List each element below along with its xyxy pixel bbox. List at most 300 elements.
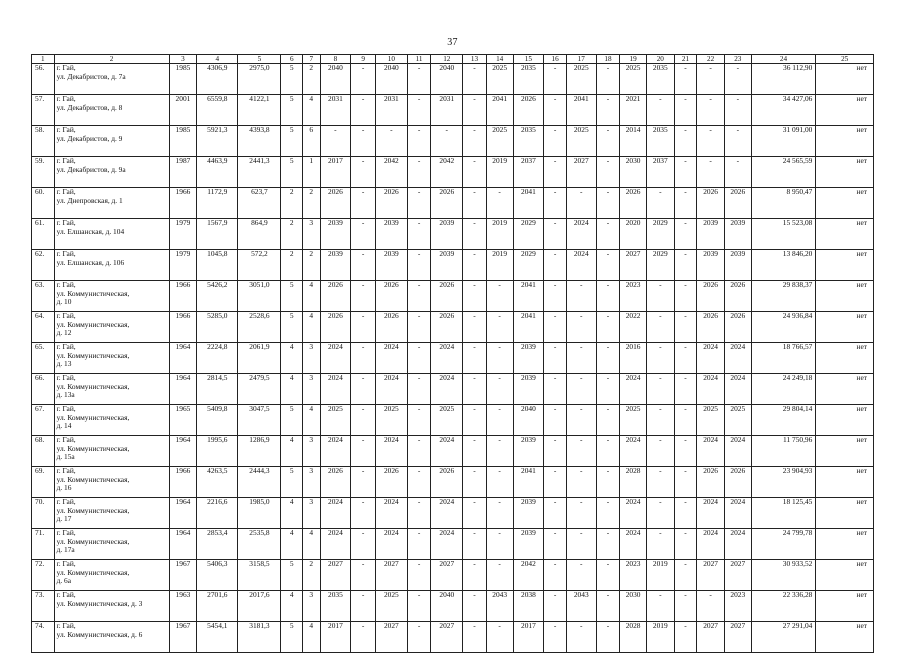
column-header-3: 3 — [169, 55, 197, 64]
table-cell-col-8: - — [320, 126, 351, 157]
table-cell-col-15: 2026 — [513, 95, 544, 126]
table-cell-col-5: 2017,6 — [238, 591, 281, 622]
table-cell-col-21: - — [674, 64, 697, 95]
table-cell-col-9: - — [351, 157, 376, 188]
table-row — [32, 622, 874, 653]
table-cell-col-4: 4463,9 — [197, 157, 238, 188]
table-cell-col-18: - — [596, 436, 620, 467]
table-cell-col-15: 2040 — [513, 405, 544, 436]
column-header-6: 6 — [281, 55, 303, 64]
table-cell-col-12: 2040 — [431, 64, 463, 95]
table-cell-col-9: - — [351, 250, 376, 281]
table-cell-col-11: - — [407, 498, 431, 529]
table-cell-col-5: 572,2 — [238, 250, 281, 281]
status-cell: нет — [816, 436, 874, 467]
table-cell-col-22: - — [697, 64, 725, 95]
table-cell-col-9: - — [351, 64, 376, 95]
table-cell-col-10: 2039 — [375, 250, 407, 281]
table-cell-col-13: - — [463, 281, 487, 312]
table-cell-col-22: 2026 — [697, 281, 725, 312]
table-cell-col-23: 2039 — [724, 250, 751, 281]
table-cell-col-20: - — [646, 591, 674, 622]
table-row — [32, 436, 874, 467]
table-cell-col-18: - — [596, 374, 620, 405]
table-cell-col-22: 2026 — [697, 312, 725, 343]
column-header-4: 4 — [197, 55, 238, 64]
table-cell-col-6: 4 — [281, 591, 303, 622]
table-cell-col-21: - — [674, 157, 697, 188]
table-cell-col-5: 864,9 — [238, 219, 281, 250]
amount-cell: 29 838,37 — [751, 281, 816, 312]
table-row — [32, 281, 874, 312]
row-number: 60. — [32, 188, 55, 219]
table-cell-col-16: - — [544, 312, 567, 343]
status-cell: нет — [816, 64, 874, 95]
table-row — [32, 343, 874, 374]
column-header-10: 10 — [375, 55, 407, 64]
status-cell: нет — [816, 591, 874, 622]
table-cell-col-21: - — [674, 312, 697, 343]
table-cell-col-17: 2027 — [566, 157, 596, 188]
address-cell: г. Гай, ул. Елшанская, д. 106 — [54, 250, 169, 281]
table-cell-col-17: - — [566, 312, 596, 343]
table-cell-col-15: 2029 — [513, 219, 544, 250]
table-cell-col-22: 2024 — [697, 529, 725, 560]
table-cell-col-16: - — [544, 157, 567, 188]
status-cell: нет — [816, 157, 874, 188]
table-cell-col-11: - — [407, 343, 431, 374]
table-cell-col-15: 2039 — [513, 436, 544, 467]
table-cell-col-10: 2039 — [375, 219, 407, 250]
table-cell-col-18: - — [596, 281, 620, 312]
table-cell-col-15: 2039 — [513, 529, 544, 560]
table-cell-col-22: - — [697, 126, 725, 157]
table-cell-col-12: 2024 — [431, 343, 463, 374]
table-cell-col-13: - — [463, 467, 487, 498]
table-cell-col-13: - — [463, 498, 487, 529]
table-cell-col-10: 2026 — [375, 188, 407, 219]
table-cell-col-12: 2025 — [431, 405, 463, 436]
table-cell-col-20: - — [646, 529, 674, 560]
table-cell-col-7: 4 — [303, 405, 320, 436]
table-cell-col-4: 5285,0 — [197, 312, 238, 343]
amount-cell: 13 846,20 — [751, 250, 816, 281]
table-cell-col-7: 2 — [303, 560, 320, 591]
table-cell-col-6: 5 — [281, 405, 303, 436]
table-cell-col-4: 2216,6 — [197, 498, 238, 529]
row-number: 65. — [32, 343, 55, 374]
table-row — [32, 591, 874, 622]
table-cell-col-17: 2024 — [566, 219, 596, 250]
table-cell-col-14: - — [486, 188, 513, 219]
table-cell-col-17: - — [566, 529, 596, 560]
table-cell-col-14: 2019 — [486, 250, 513, 281]
table-cell-col-20: 2019 — [646, 560, 674, 591]
table-cell-col-6: 5 — [281, 560, 303, 591]
table-cell-col-21: - — [674, 343, 697, 374]
table-cell-col-23: 2024 — [724, 498, 751, 529]
table-cell-col-8: 2024 — [320, 343, 351, 374]
table-cell-col-23: 2024 — [724, 436, 751, 467]
table-cell-col-22: - — [697, 591, 725, 622]
table-cell-col-18: - — [596, 250, 620, 281]
table-cell-col-11: - — [407, 95, 431, 126]
table-cell-col-21: - — [674, 188, 697, 219]
table-cell-col-21: - — [674, 405, 697, 436]
table-cell-col-19: 2021 — [620, 95, 647, 126]
column-header-7: 7 — [303, 55, 320, 64]
table-cell-col-6: 5 — [281, 157, 303, 188]
table-cell-col-3: 1966 — [169, 467, 197, 498]
amount-cell: 36 112,90 — [751, 64, 816, 95]
table-cell-col-19: 2026 — [620, 188, 647, 219]
table-cell-col-20: - — [646, 405, 674, 436]
table-cell-col-6: 5 — [281, 64, 303, 95]
table-cell-col-11: - — [407, 622, 431, 653]
amount-cell: 8 950,47 — [751, 188, 816, 219]
amount-cell: 11 750,96 — [751, 436, 816, 467]
table-cell-col-17: - — [566, 281, 596, 312]
table-cell-col-21: - — [674, 467, 697, 498]
table-cell-col-14: 2025 — [486, 64, 513, 95]
table-cell-col-3: 1987 — [169, 157, 197, 188]
table-cell-col-8: 2039 — [320, 250, 351, 281]
table-cell-col-6: 5 — [281, 467, 303, 498]
status-cell: нет — [816, 188, 874, 219]
table-cell-col-13: - — [463, 219, 487, 250]
table-cell-col-16: - — [544, 126, 567, 157]
housing-register-table — [31, 54, 874, 653]
column-header-25: 25 — [816, 55, 874, 64]
column-header-13: 13 — [463, 55, 487, 64]
table-cell-col-19: 2024 — [620, 374, 647, 405]
table-cell-col-7: 4 — [303, 622, 320, 653]
table-cell-col-7: 6 — [303, 126, 320, 157]
table-cell-col-6: 4 — [281, 529, 303, 560]
table-cell-col-11: - — [407, 591, 431, 622]
table-cell-col-21: - — [674, 219, 697, 250]
table-cell-col-4: 5426,2 — [197, 281, 238, 312]
table-cell-col-22: 2027 — [697, 560, 725, 591]
table-cell-col-18: - — [596, 95, 620, 126]
table-cell-col-5: 623,7 — [238, 188, 281, 219]
table-cell-col-18: - — [596, 343, 620, 374]
table-cell-col-6: 2 — [281, 250, 303, 281]
table-cell-col-19: 2014 — [620, 126, 647, 157]
table-cell-col-16: - — [544, 467, 567, 498]
address-cell: г. Гай, ул. Коммунистическая, д. 17 — [54, 498, 169, 529]
table-cell-col-7: 4 — [303, 281, 320, 312]
table-cell-col-17: 2024 — [566, 250, 596, 281]
table-cell-col-16: - — [544, 436, 567, 467]
table-cell-col-7: 3 — [303, 436, 320, 467]
column-header-15: 15 — [513, 55, 544, 64]
table-cell-col-22: 2024 — [697, 374, 725, 405]
address-cell: г. Гай, ул. Коммунистическая, д. 6а — [54, 560, 169, 591]
table-cell-col-13: - — [463, 529, 487, 560]
table-cell-col-11: - — [407, 64, 431, 95]
table-cell-col-8: 2026 — [320, 312, 351, 343]
table-cell-col-10: 2024 — [375, 343, 407, 374]
table-cell-col-5: 3181,3 — [238, 622, 281, 653]
column-header-8: 8 — [320, 55, 351, 64]
table-cell-col-10: 2031 — [375, 95, 407, 126]
table-cell-col-23: - — [724, 64, 751, 95]
table-cell-col-20: - — [646, 436, 674, 467]
table-cell-col-3: 1964 — [169, 498, 197, 529]
address-cell: г. Гай, ул. Коммунистическая, д. 12 — [54, 312, 169, 343]
column-header-14: 14 — [486, 55, 513, 64]
table-cell-col-20: - — [646, 343, 674, 374]
table-cell-col-4: 5406,3 — [197, 560, 238, 591]
table-cell-col-19: 2024 — [620, 529, 647, 560]
table-cell-col-11: - — [407, 529, 431, 560]
table-cell-col-23: 2025 — [724, 405, 751, 436]
table-cell-col-12: 2042 — [431, 157, 463, 188]
table-cell-col-4: 2814,5 — [197, 374, 238, 405]
table-cell-col-4: 5409,8 — [197, 405, 238, 436]
amount-cell: 18 766,57 — [751, 343, 816, 374]
table-cell-col-19: 2025 — [620, 405, 647, 436]
table-cell-col-5: 2479,5 — [238, 374, 281, 405]
table-cell-col-15: 2041 — [513, 188, 544, 219]
table-cell-col-13: - — [463, 157, 487, 188]
table-cell-col-8: 2031 — [320, 95, 351, 126]
table-cell-col-9: - — [351, 374, 376, 405]
row-number: 59. — [32, 157, 55, 188]
table-cell-col-8: 2017 — [320, 622, 351, 653]
row-number: 68. — [32, 436, 55, 467]
table-cell-col-22: - — [697, 95, 725, 126]
table-cell-col-17: - — [566, 436, 596, 467]
table-cell-col-8: 2026 — [320, 281, 351, 312]
column-header-9: 9 — [351, 55, 376, 64]
table-row — [32, 219, 874, 250]
table-cell-col-8: 2026 — [320, 467, 351, 498]
table-cell-col-9: - — [351, 312, 376, 343]
address-cell: г. Гай, ул. Коммунистическая, д. 17а — [54, 529, 169, 560]
table-row — [32, 312, 874, 343]
table-cell-col-7: 2 — [303, 250, 320, 281]
table-cell-col-12: 2026 — [431, 312, 463, 343]
row-number: 57. — [32, 95, 55, 126]
table-cell-col-12: 2031 — [431, 95, 463, 126]
table-cell-col-19: 2022 — [620, 312, 647, 343]
table-cell-col-14: - — [486, 405, 513, 436]
table-cell-col-8: 2024 — [320, 498, 351, 529]
table-cell-col-9: - — [351, 560, 376, 591]
table-cell-col-17: - — [566, 188, 596, 219]
table-cell-col-16: - — [544, 219, 567, 250]
amount-cell: 30 933,52 — [751, 560, 816, 591]
table-cell-col-19: 2030 — [620, 591, 647, 622]
table-cell-col-16: - — [544, 529, 567, 560]
table-cell-col-16: - — [544, 622, 567, 653]
table-cell-col-19: 2028 — [620, 467, 647, 498]
table-cell-col-20: 2029 — [646, 219, 674, 250]
table-cell-col-21: - — [674, 591, 697, 622]
table-cell-col-9: - — [351, 188, 376, 219]
table-cell-col-18: - — [596, 312, 620, 343]
table-cell-col-7: 2 — [303, 188, 320, 219]
table-cell-col-19: 2030 — [620, 157, 647, 188]
table-cell-col-3: 1979 — [169, 219, 197, 250]
address-cell: г. Гай, ул. Коммунистическая, д. 16 — [54, 467, 169, 498]
table-cell-col-19: 2028 — [620, 622, 647, 653]
table-cell-col-11: - — [407, 250, 431, 281]
table-cell-col-10: 2025 — [375, 405, 407, 436]
table-cell-col-23: 2027 — [724, 622, 751, 653]
table-cell-col-12: 2024 — [431, 436, 463, 467]
table-cell-col-6: 4 — [281, 436, 303, 467]
table-cell-col-9: - — [351, 343, 376, 374]
table-cell-col-20: - — [646, 374, 674, 405]
table-cell-col-18: - — [596, 219, 620, 250]
column-header-5: 5 — [238, 55, 281, 64]
table-cell-col-4: 6559,8 — [197, 95, 238, 126]
table-cell-col-11: - — [407, 219, 431, 250]
table-cell-col-21: - — [674, 374, 697, 405]
table-cell-col-19: 2016 — [620, 343, 647, 374]
table-cell-col-5: 2061,9 — [238, 343, 281, 374]
column-header-2: 2 — [54, 55, 169, 64]
table-cell-col-3: 1964 — [169, 436, 197, 467]
table-cell-col-9: - — [351, 281, 376, 312]
table-cell-col-18: - — [596, 188, 620, 219]
table-cell-col-16: - — [544, 64, 567, 95]
table-cell-col-20: 2035 — [646, 64, 674, 95]
table-cell-col-11: - — [407, 281, 431, 312]
address-cell: г. Гай, ул. Декабристов, д. 8 — [54, 95, 169, 126]
status-cell: нет — [816, 529, 874, 560]
table-cell-col-10: 2026 — [375, 281, 407, 312]
amount-cell: 31 091,00 — [751, 126, 816, 157]
table-cell-col-15: 2038 — [513, 591, 544, 622]
table-cell-col-22: 2026 — [697, 467, 725, 498]
table-cell-col-5: 2528,6 — [238, 312, 281, 343]
table-cell-col-4: 1995,6 — [197, 436, 238, 467]
table-cell-col-22: 2039 — [697, 250, 725, 281]
table-cell-col-16: - — [544, 95, 567, 126]
table-cell-col-17: - — [566, 374, 596, 405]
table-cell-col-13: - — [463, 312, 487, 343]
column-header-22: 22 — [697, 55, 725, 64]
table-cell-col-4: 4306,9 — [197, 64, 238, 95]
status-cell: нет — [816, 281, 874, 312]
table-cell-col-3: 2001 — [169, 95, 197, 126]
table-cell-col-23: - — [724, 126, 751, 157]
amount-cell: 24 565,59 — [751, 157, 816, 188]
table-cell-col-23: 2026 — [724, 281, 751, 312]
row-number: 72. — [32, 560, 55, 591]
table-cell-col-4: 1172,9 — [197, 188, 238, 219]
status-cell: нет — [816, 374, 874, 405]
table-cell-col-14: - — [486, 281, 513, 312]
table-cell-col-22: 2027 — [697, 622, 725, 653]
table-row — [32, 529, 874, 560]
table-cell-col-7: 3 — [303, 219, 320, 250]
table-cell-col-9: - — [351, 529, 376, 560]
table-cell-col-23: 2026 — [724, 312, 751, 343]
table-cell-col-17: - — [566, 467, 596, 498]
table-cell-col-21: - — [674, 126, 697, 157]
table-cell-col-12: 2024 — [431, 498, 463, 529]
table-cell-col-6: 5 — [281, 95, 303, 126]
table-cell-col-5: 2444,3 — [238, 467, 281, 498]
table-cell-col-10: 2042 — [375, 157, 407, 188]
table-cell-col-5: 3158,5 — [238, 560, 281, 591]
table-cell-col-13: - — [463, 591, 487, 622]
table-cell-col-11: - — [407, 467, 431, 498]
table-row — [32, 498, 874, 529]
table-cell-col-23: 2027 — [724, 560, 751, 591]
table-cell-col-12: 2026 — [431, 281, 463, 312]
table-cell-col-13: - — [463, 126, 487, 157]
row-number: 70. — [32, 498, 55, 529]
table-cell-col-3: 1985 — [169, 64, 197, 95]
table-cell-col-21: - — [674, 560, 697, 591]
column-header-17: 17 — [566, 55, 596, 64]
table-cell-col-14: - — [486, 498, 513, 529]
table-cell-col-3: 1967 — [169, 560, 197, 591]
table-cell-col-6: 5 — [281, 622, 303, 653]
status-cell: нет — [816, 560, 874, 591]
table-cell-col-12: 2040 — [431, 591, 463, 622]
table-cell-col-9: - — [351, 467, 376, 498]
table-cell-col-12: 2024 — [431, 374, 463, 405]
table-cell-col-18: - — [596, 591, 620, 622]
table-cell-col-21: - — [674, 436, 697, 467]
table-cell-col-7: 2 — [303, 64, 320, 95]
table-cell-col-16: - — [544, 560, 567, 591]
amount-cell: 18 125,45 — [751, 498, 816, 529]
table-cell-col-9: - — [351, 95, 376, 126]
amount-cell: 34 427,06 — [751, 95, 816, 126]
table-cell-col-13: - — [463, 188, 487, 219]
table-cell-col-17: - — [566, 343, 596, 374]
table-cell-col-14: 2025 — [486, 126, 513, 157]
table-cell-col-22: 2026 — [697, 188, 725, 219]
table-cell-col-6: 4 — [281, 374, 303, 405]
column-header-18: 18 — [596, 55, 620, 64]
table-cell-col-18: - — [596, 560, 620, 591]
table-cell-col-21: - — [674, 622, 697, 653]
table-cell-col-15: 2029 — [513, 250, 544, 281]
table-row — [32, 95, 874, 126]
table-cell-col-22: 2024 — [697, 498, 725, 529]
table-cell-col-13: - — [463, 95, 487, 126]
table-cell-col-14: 2043 — [486, 591, 513, 622]
address-cell: г. Гай, ул. Декабристов, д. 9а — [54, 157, 169, 188]
address-cell: г. Гай, ул. Коммунистическая, д. 6 — [54, 622, 169, 653]
table-cell-col-15: 2039 — [513, 374, 544, 405]
address-cell: г. Гай, ул. Декабристов, д. 7а — [54, 64, 169, 95]
status-cell: нет — [816, 343, 874, 374]
table-cell-col-9: - — [351, 219, 376, 250]
table-cell-col-11: - — [407, 126, 431, 157]
status-cell: нет — [816, 126, 874, 157]
table-cell-col-9: - — [351, 405, 376, 436]
table-cell-col-19: 2025 — [620, 64, 647, 95]
table-row — [32, 467, 874, 498]
table-cell-col-11: - — [407, 405, 431, 436]
table-cell-col-5: 2975,0 — [238, 64, 281, 95]
table-cell-col-10: 2024 — [375, 529, 407, 560]
table-cell-col-16: - — [544, 498, 567, 529]
status-cell: нет — [816, 405, 874, 436]
table-cell-col-3: 1963 — [169, 591, 197, 622]
table-cell-col-13: - — [463, 343, 487, 374]
